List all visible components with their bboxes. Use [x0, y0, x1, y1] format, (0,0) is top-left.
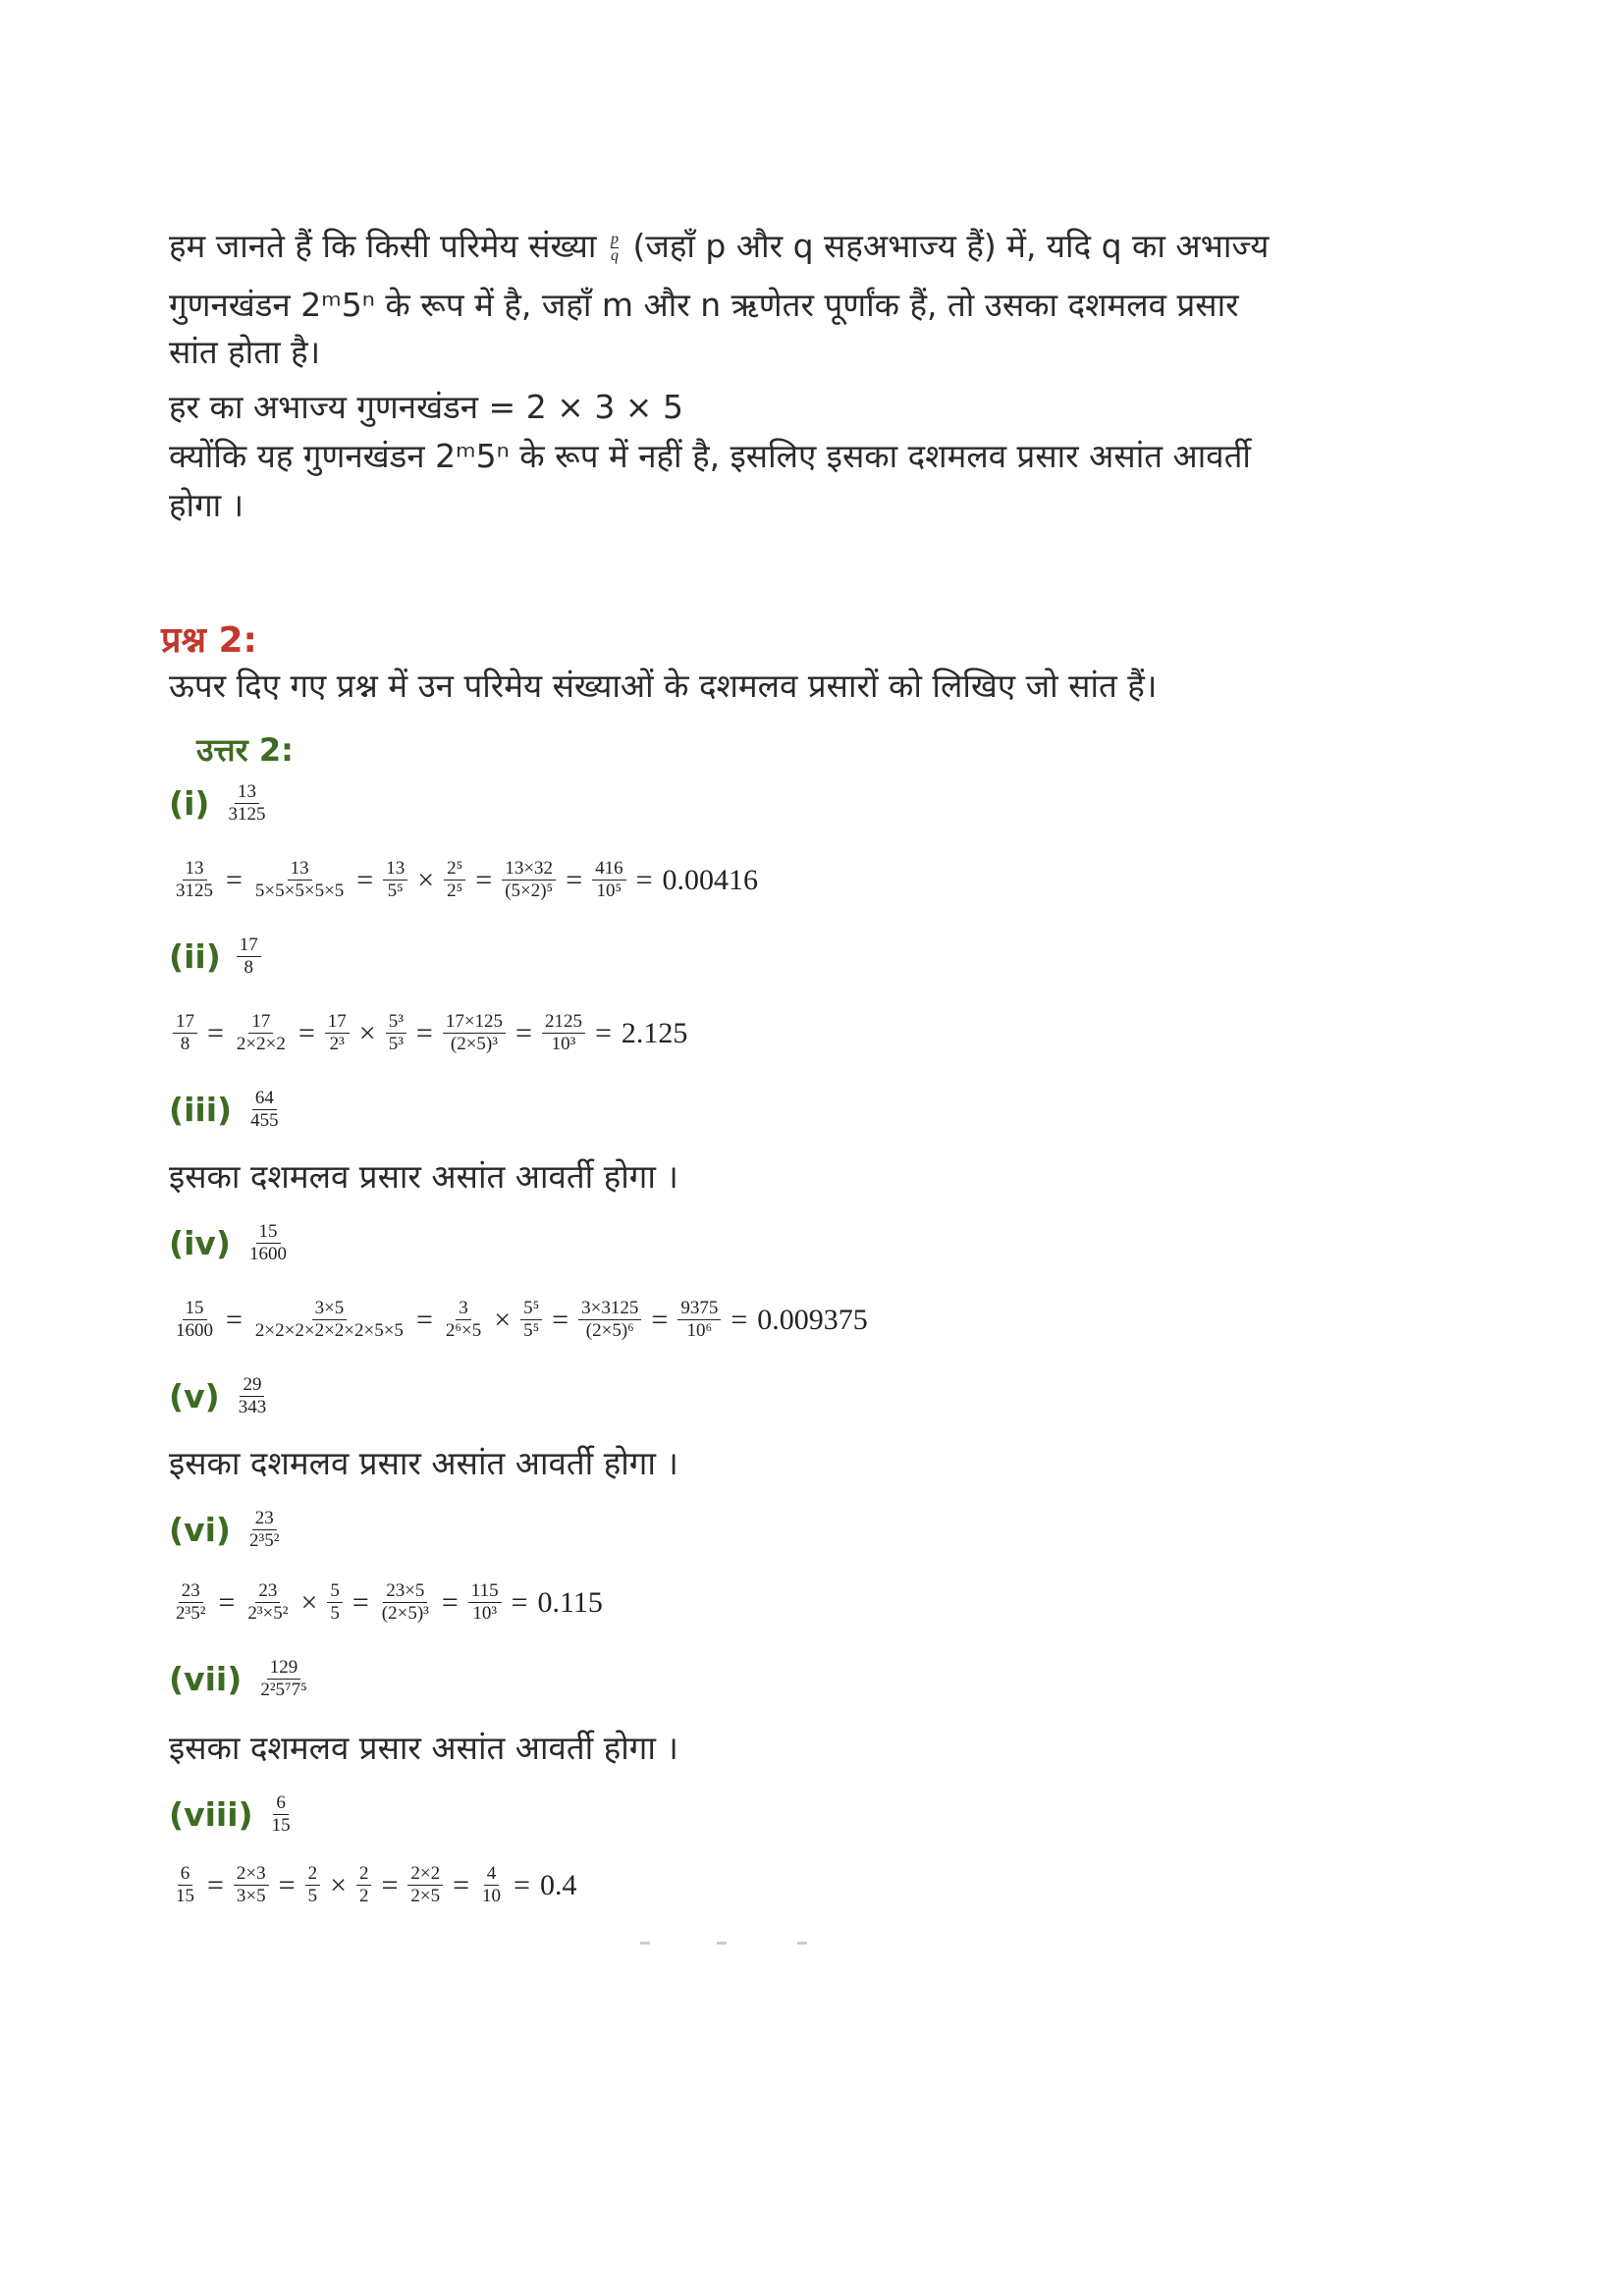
fraction-numerator: 2 — [356, 1863, 372, 1886]
part-label: (vii) — [169, 1660, 243, 1698]
equation-fraction — [234, 1011, 289, 1055]
equation-fraction — [578, 1298, 641, 1342]
equation-operator: = — [511, 1585, 528, 1619]
part-label: (iv) — [169, 1224, 231, 1262]
part-label: (vi) — [169, 1511, 231, 1549]
equation-fraction — [173, 858, 216, 902]
equation-fraction — [173, 1863, 197, 1907]
fraction-denominator: 2³ — [329, 1034, 345, 1054]
intro-line-1-b: (जहाँ p और q सहअभाज्य हैं) में, यदि q का अभाज्य — [632, 227, 1270, 265]
part-fraction — [269, 1792, 294, 1837]
equation-operator: = — [415, 1016, 433, 1049]
p-over-q-fraction — [611, 232, 619, 264]
equation-operator: = — [218, 1585, 236, 1619]
fraction-denominator: 15 — [176, 1886, 194, 1906]
fraction-denominator: 3125 — [176, 881, 213, 901]
equation-fraction — [592, 858, 626, 902]
question-text: ऊपर दिए गए प्रश्न में उन परिमेय संख्याओं के दशमलव प्रसारों को लिखिए जो सांत हैं। — [169, 667, 1158, 705]
question-heading: प्रश्न 2: — [161, 620, 257, 661]
part-fraction — [237, 934, 261, 979]
page-footer-mark — [640, 1942, 650, 1945]
fraction-numerator: 5³ — [386, 1011, 406, 1034]
equation-operator: × — [417, 863, 435, 896]
fraction-denominator: 10³ — [551, 1034, 576, 1054]
intro-line-1-a: हम जानते हैं कि किसी परिमेय संख्या — [169, 227, 597, 265]
part-ii-label-row — [169, 934, 265, 979]
equation-fraction — [468, 1580, 502, 1625]
fraction-denominator: 2⁵ — [447, 881, 463, 901]
part-vii-statement: इसका दशमलव प्रसार असांत आवर्ती होगा । — [169, 1729, 678, 1767]
equation-fraction — [173, 1580, 208, 1625]
part-fraction — [246, 1221, 290, 1265]
equation-operator: = — [298, 1016, 315, 1049]
part-label: (i) — [169, 784, 210, 823]
equation-fraction — [443, 1298, 484, 1342]
fraction-numerator: 3×5 — [312, 1298, 348, 1320]
equation-operator: = — [226, 1303, 243, 1336]
part-iii-label-row — [169, 1088, 286, 1132]
equation-fraction — [479, 1863, 504, 1907]
part-viii-equation — [169, 1863, 576, 1907]
part-fraction — [246, 1508, 282, 1552]
fraction-denominator: 8 — [180, 1034, 190, 1054]
equation-operator: = — [566, 863, 583, 896]
equation-operator: = — [356, 863, 374, 896]
fraction-denominator: 1600 — [176, 1320, 213, 1341]
part-fraction — [247, 1088, 282, 1132]
equation-result: 0.00416 — [662, 863, 759, 896]
fraction-numerator: 2125 — [542, 1011, 585, 1034]
part-label: (v) — [169, 1377, 220, 1415]
equation-operator: = — [207, 1868, 224, 1901]
fraction-denominator: 2×5 — [410, 1886, 441, 1906]
equation-operator: = — [207, 1016, 224, 1049]
fraction-denominator: 2³5² — [176, 1603, 206, 1624]
equation-fraction — [407, 1863, 443, 1907]
fraction-denominator: 10⁶ — [686, 1320, 713, 1341]
fraction-denominator: 2²5⁷7⁵ — [260, 1680, 307, 1700]
part-iv-label-row — [169, 1221, 294, 1265]
equation-result: 0.4 — [539, 1868, 577, 1901]
fraction-numerator: 4 — [484, 1863, 500, 1886]
page-footer-mark — [797, 1942, 807, 1945]
fraction-denominator: 2³5² — [249, 1530, 280, 1551]
part-v-statement: इसका दशमलव प्रसार असांत आवर्ती होगा । — [169, 1444, 678, 1482]
equation-operator: = — [730, 1303, 748, 1336]
fraction-numerator: 3×3125 — [578, 1298, 641, 1320]
equation-operator: = — [651, 1303, 669, 1336]
fraction-numerator: 2 — [305, 1863, 321, 1886]
fraction-denominator: 15 — [271, 1815, 291, 1836]
fraction-numerator: 6 — [273, 1792, 289, 1815]
fraction-denominator: 1600 — [249, 1244, 287, 1264]
fraction-numerator: 6 — [178, 1863, 193, 1886]
fraction-numerator: 17 — [325, 1011, 350, 1034]
fraction-numerator: 15 — [183, 1298, 207, 1320]
fraction-denominator: 455 — [250, 1110, 279, 1131]
part-i-label-row — [169, 781, 272, 826]
fraction-denominator: 5 — [307, 1886, 318, 1906]
fraction-denominator: (2×5)⁶ — [585, 1320, 634, 1341]
fraction-numerator: 2×3 — [234, 1863, 269, 1886]
part-iii-statement: इसका दशमलव प्रसार असांत आवर्ती होगा । — [169, 1157, 678, 1196]
fraction-numerator: 17 — [248, 1011, 273, 1034]
equation-fraction — [443, 1011, 506, 1055]
equation-fraction — [677, 1298, 721, 1342]
fraction-numerator: 2⁵ — [444, 858, 465, 881]
part-vi-equation — [169, 1580, 603, 1625]
fraction-numerator: 2×2 — [407, 1863, 443, 1886]
equation-operator: = — [514, 1868, 530, 1901]
fraction-denominator: 5×5×5×5×5 — [254, 881, 345, 901]
equation-fraction — [244, 1580, 291, 1625]
fraction-denominator: 3125 — [228, 804, 266, 825]
intro-line-3: सांत होता है। — [169, 333, 321, 371]
intro-line-1 — [169, 222, 1269, 271]
fraction-denominator: 3×5 — [236, 1886, 266, 1906]
fraction-numerator: 64 — [252, 1088, 277, 1110]
q-denominator: q — [610, 247, 619, 264]
fraction-denominator: (2×5)³ — [381, 1603, 429, 1624]
equation-fraction — [234, 1863, 269, 1907]
intro-line-5: क्योंकि यह गुणनखंडन 2ᵐ5ⁿ के रूप में नहीं है, इसलिए इसका दशमलव प्रसार असांत आवर्ती — [169, 437, 1251, 475]
part-ii-equation — [169, 1011, 687, 1055]
part-label: (viii) — [169, 1795, 253, 1834]
fraction-numerator: 13 — [183, 858, 207, 881]
fraction-numerator: 23 — [252, 1508, 277, 1530]
fraction-numerator: 3 — [456, 1298, 471, 1320]
equation-operator: = — [415, 1303, 433, 1336]
equation-operator: = — [352, 1585, 369, 1619]
equation-fraction — [386, 1011, 406, 1055]
intro-line-2: गुणनखंडन 2ᵐ5ⁿ के रूप में है, जहाँ m और n ऋणेतर पूर्णांक हैं, तो उसका दशमलव प्रसार — [169, 286, 1239, 324]
equation-operator: = — [278, 1868, 296, 1901]
fraction-numerator: 9375 — [677, 1298, 721, 1320]
fraction-numerator: 416 — [592, 858, 626, 881]
part-fraction — [257, 1657, 309, 1701]
part-v-label-row — [169, 1374, 273, 1418]
equation-operator: × — [358, 1016, 376, 1049]
fraction-denominator: 5 — [330, 1603, 340, 1624]
fraction-denominator: (2×5)³ — [450, 1034, 498, 1054]
fraction-denominator: 5⁵ — [523, 1320, 540, 1341]
equation-fraction — [444, 858, 465, 902]
equation-operator: = — [635, 863, 653, 896]
equation-fraction — [379, 1580, 432, 1625]
fraction-denominator: 2³×5² — [247, 1603, 289, 1624]
fraction-numerator: 129 — [267, 1657, 301, 1680]
fraction-numerator: 13×32 — [502, 858, 556, 881]
fraction-denominator: 10⁵ — [596, 881, 622, 901]
part-label: (ii) — [169, 937, 221, 976]
equation-fraction — [542, 1011, 585, 1055]
fraction-numerator: 15 — [256, 1221, 281, 1244]
fraction-denominator: (5×2)⁵ — [505, 881, 554, 901]
fraction-numerator: 29 — [240, 1374, 264, 1397]
fraction-denominator: 343 — [238, 1397, 267, 1417]
equation-operator: = — [475, 863, 493, 896]
fraction-denominator: 5³ — [388, 1034, 404, 1054]
part-vii-label-row — [169, 1657, 314, 1701]
equation-fraction — [325, 1011, 350, 1055]
fraction-numerator: 17 — [237, 934, 261, 957]
fraction-numerator: 13 — [235, 781, 259, 804]
fraction-denominator: 2⁶×5 — [445, 1320, 482, 1341]
equation-operator: = — [515, 1016, 532, 1049]
fraction-denominator: 10 — [482, 1886, 502, 1906]
fraction-numerator: 5 — [327, 1580, 343, 1603]
fraction-numerator: 115 — [468, 1580, 502, 1603]
fraction-numerator: 23 — [179, 1580, 203, 1603]
fraction-numerator: 13 — [288, 858, 312, 881]
answer-heading: उत्तर 2: — [196, 731, 294, 769]
equation-operator: = — [381, 1868, 399, 1901]
fraction-denominator: 2×2×2 — [236, 1034, 286, 1054]
part-label: (iii) — [169, 1091, 233, 1129]
page-footer-mark — [717, 1942, 727, 1945]
equation-fraction — [305, 1863, 321, 1907]
equation-operator: = — [453, 1868, 470, 1901]
equation-fraction — [520, 1298, 542, 1342]
part-iv-equation — [169, 1298, 868, 1342]
equation-fraction — [252, 1298, 406, 1342]
fraction-denominator: 2 — [358, 1886, 369, 1906]
fraction-denominator: 8 — [243, 957, 254, 978]
equation-fraction — [356, 1863, 372, 1907]
fraction-numerator: 13 — [383, 858, 407, 881]
equation-operator: × — [494, 1303, 512, 1336]
fraction-numerator: 23×5 — [383, 1580, 427, 1603]
part-viii-label-row — [169, 1792, 298, 1837]
equation-fraction — [327, 1580, 343, 1625]
fraction-numerator: 5⁵ — [520, 1298, 542, 1320]
fraction-numerator: 17×125 — [443, 1011, 506, 1034]
p-numerator: p — [610, 231, 619, 247]
equation-operator: = — [441, 1585, 459, 1619]
equation-result: 2.125 — [621, 1016, 688, 1049]
equation-fraction — [173, 1298, 216, 1342]
equation-result: 0.009375 — [757, 1303, 868, 1336]
equation-fraction — [173, 1011, 197, 1055]
part-fraction — [236, 1374, 270, 1418]
part-i-equation — [169, 858, 758, 902]
equation-fraction — [252, 858, 347, 902]
fraction-denominator: 5⁵ — [387, 881, 404, 901]
fraction-numerator: 23 — [255, 1580, 280, 1603]
equation-operator: × — [330, 1868, 347, 1901]
part-fraction — [225, 781, 268, 826]
equation-operator: = — [552, 1303, 569, 1336]
equation-fraction — [383, 858, 407, 902]
intro-line-4: हर का अभाज्य गुणनखंडन = 2 × 3 × 5 — [169, 388, 683, 426]
fraction-denominator: 2×2×2×2×2×2×5×5 — [254, 1320, 404, 1341]
intro-line-6: होगा । — [169, 486, 244, 524]
equation-result: 0.115 — [537, 1585, 603, 1619]
equation-fraction — [502, 858, 556, 902]
equation-operator: = — [594, 1016, 612, 1049]
fraction-denominator: 10³ — [472, 1603, 498, 1624]
fraction-numerator: 17 — [173, 1011, 197, 1034]
equation-operator: × — [300, 1585, 318, 1619]
equation-operator: = — [226, 863, 243, 896]
part-vi-label-row — [169, 1508, 286, 1552]
